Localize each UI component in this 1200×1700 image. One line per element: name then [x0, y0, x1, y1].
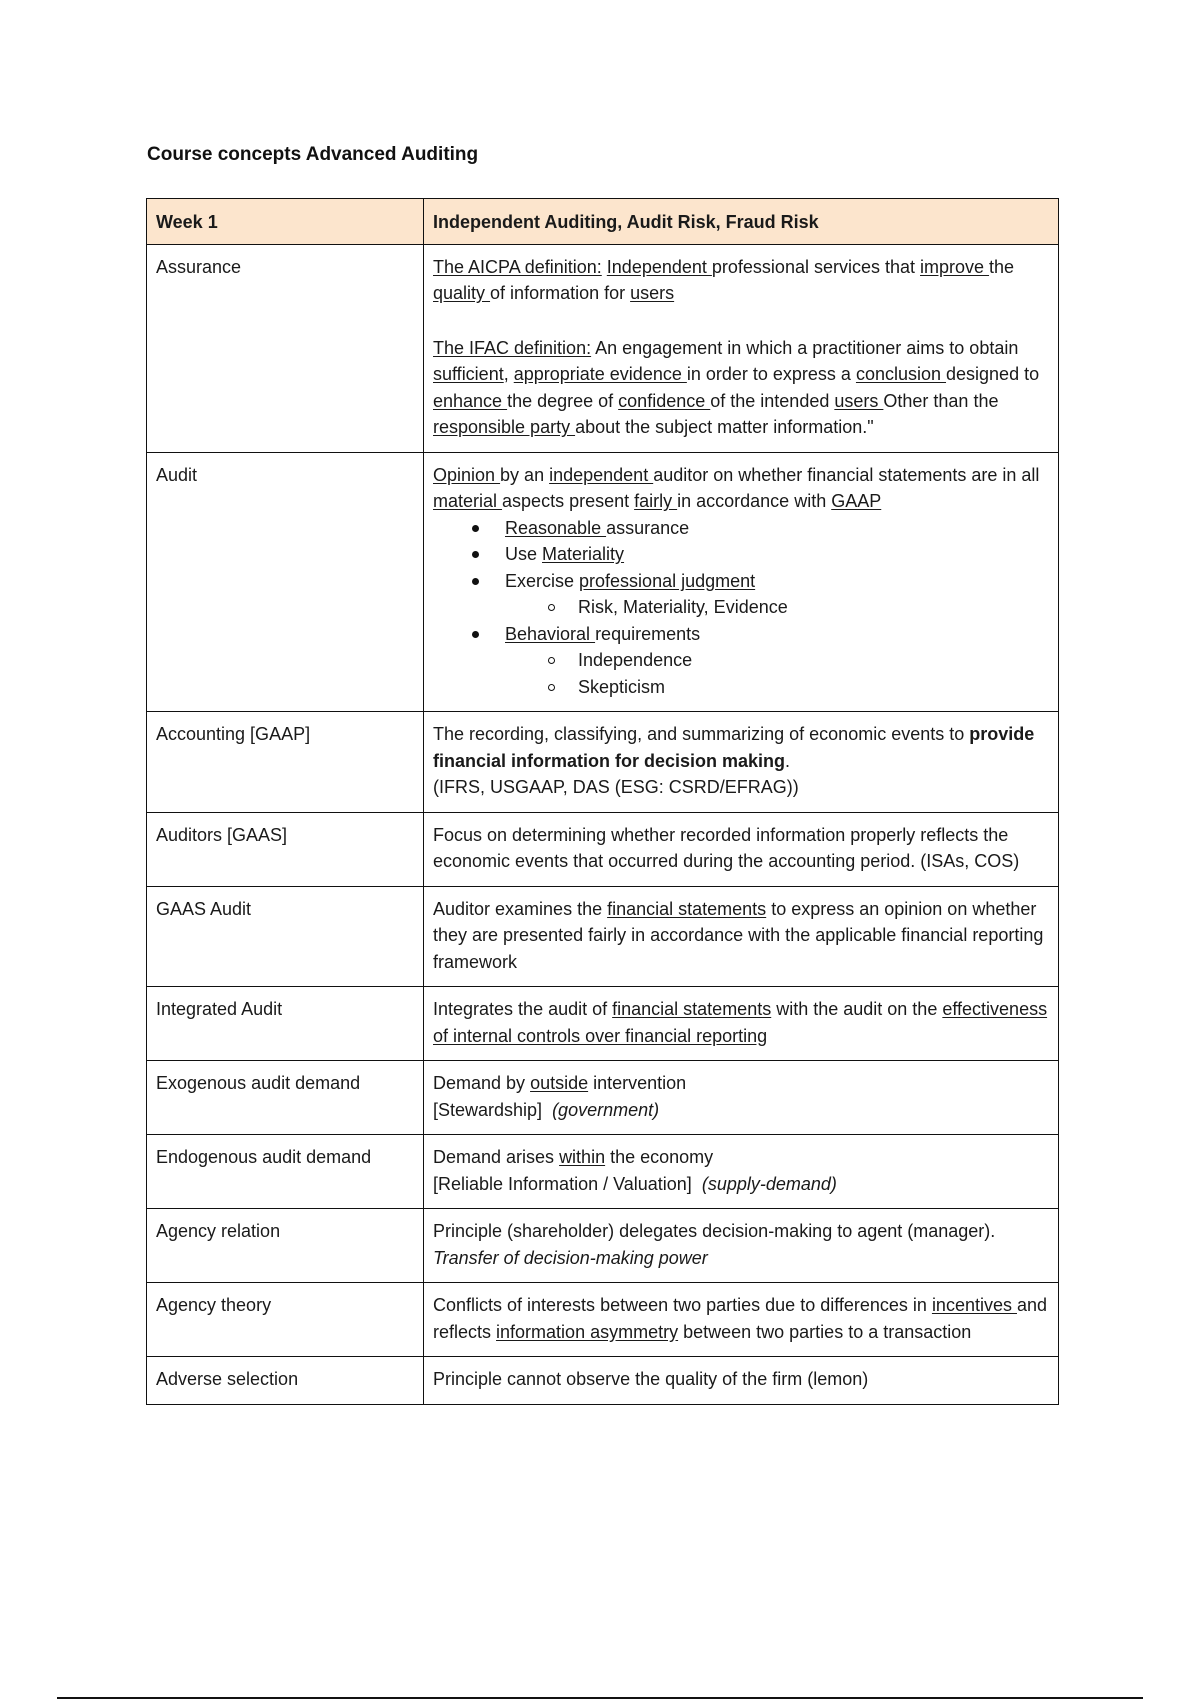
term-cell: Auditors [GAAS] [147, 812, 424, 886]
table-row [147, 812, 1059, 886]
table-row [147, 1135, 1059, 1209]
definition-cell [424, 452, 1059, 712]
list-item: Skepticism [578, 674, 1049, 701]
term-cell: Audit [147, 452, 424, 712]
table-row [147, 886, 1059, 987]
term-cell: Integrated Audit [147, 987, 424, 1061]
table-row [147, 452, 1059, 712]
header-topic: Independent Auditing, Audit Risk, Fraud Risk [424, 199, 1059, 245]
list-item: Behavioral requirements Independence Skepticism [505, 621, 1049, 701]
sub-bullet-list [505, 647, 1049, 700]
list-item: Reasonable assurance [505, 515, 1049, 542]
list-item: Exercise professional judgment Risk, Materiality, Evidence [505, 568, 1049, 621]
table-row [147, 1283, 1059, 1357]
definition-paragraph: The AICPA definition: Independent professional services that improve the quality of information for users [433, 256, 1015, 303]
table-row [147, 1209, 1059, 1283]
table-row [147, 1061, 1059, 1135]
definition-paragraph: The IFAC definition: An engagement in which a practitioner aims to obtain sufficient, appropriate evidence in order to express a conclusion designed to enhance the degree of confidence of the intended users Other than the responsible party about the subject matter information." [433, 337, 1040, 437]
list-item: Risk, Materiality, Evidence [578, 594, 1049, 621]
term-cell: Exogenous audit demand [147, 1061, 424, 1135]
definition-cell: Principle cannot observe the quality of the firm (lemon) [424, 1357, 1059, 1405]
definition-cell: Principle (shareholder) delegates decision-making to agent (manager). Transfer of decision-making power [424, 1209, 1059, 1283]
audit-bullet-list [433, 515, 1049, 701]
header-week: Week 1 [147, 199, 424, 245]
definition-cell: Conflicts of interests between two parties due to differences in incentives and reflects information asymmetry between two parties to a transaction [424, 1283, 1059, 1357]
table-row [147, 244, 1059, 452]
term-cell: Agency relation [147, 1209, 424, 1283]
document-title: Course concepts Advanced Auditing [147, 144, 479, 165]
definition-cell [424, 244, 1059, 452]
definition-cell: Focus on determining whether recorded information properly reflects the economic events that occurred during the accounting period. (ISAs, COS) [424, 812, 1059, 886]
table-row [147, 1357, 1059, 1405]
term-cell: Agency theory [147, 1283, 424, 1357]
term-cell: Accounting [GAAP] [147, 712, 424, 813]
term-cell: Assurance [147, 244, 424, 452]
term-cell: Endogenous audit demand [147, 1135, 424, 1209]
definition-cell: Auditor examines the financial statements to express an opinion on whether they are presented fairly in accordance with the applicable financial reporting framework [424, 886, 1059, 987]
definition-cell: The recording, classifying, and summarizing of economic events to provide financial information for decision making. (IFRS, USGAAP, DAS (ESG: CSRD/EFRAG)) [424, 712, 1059, 813]
concepts-table [146, 198, 1059, 1405]
table-row [147, 987, 1059, 1061]
table-header-row [147, 199, 1059, 245]
definition-cell: Integrates the audit of financial statements with the audit on the effectiveness of internal controls over financial reporting [424, 987, 1059, 1061]
list-item: Use Materiality [505, 541, 1049, 568]
page-bottom-rule [57, 1697, 1143, 1699]
definition-paragraph: Opinion by an independent auditor on whether financial statements are in all material aspects present fairly in accordance with GAAP [433, 464, 1040, 511]
term-cell: Adverse selection [147, 1357, 424, 1405]
list-item: Independence [578, 647, 1049, 674]
definition-cell: Demand by outside intervention [Stewardship] (government) [424, 1061, 1059, 1135]
table-row [147, 712, 1059, 813]
term-cell: GAAS Audit [147, 886, 424, 987]
definition-cell: Demand arises within the economy [Reliable Information / Valuation] (supply-demand) [424, 1135, 1059, 1209]
sub-bullet-list [505, 594, 1049, 621]
